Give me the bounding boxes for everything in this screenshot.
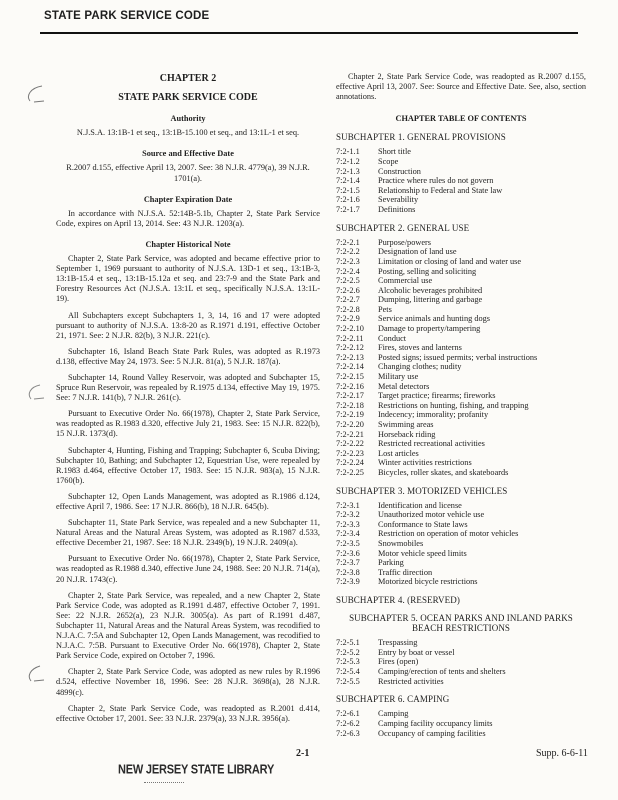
section-number: 7:2-1.2 [336, 157, 360, 167]
toc-entry [336, 276, 586, 286]
section-title: Camping/erection of tents and shelters [378, 667, 506, 677]
section-title: Changing clothes; nudity [378, 362, 462, 372]
toc-entry [336, 353, 586, 363]
section-number: 7:2-3.4 [336, 529, 360, 539]
section-title: Restricted recreational activities [378, 439, 485, 449]
section-number: 7:2-2.12 [336, 343, 364, 353]
subchapter-heading: SUBCHAPTER 6. CAMPING [336, 694, 450, 705]
toc-entry [336, 314, 586, 324]
toc-entry [336, 167, 586, 177]
section-number: 7:2-1.4 [336, 176, 360, 186]
section-number: 7:2-2.7 [336, 295, 360, 305]
history-paragraph: Subchapter 12, Open Lands Management, was adopted as R.1986 d.124, effective April 7, 1986. See: 17 N.J.R. 866(b), 18 N.J.R. 645(b). [56, 491, 320, 511]
toc-entry [336, 529, 586, 539]
section-number: 7:2-2.5 [336, 276, 360, 286]
toc-entry [336, 719, 586, 729]
section-title: Entry by boat or vessel [378, 647, 455, 657]
toc-entry [336, 334, 586, 344]
toc-entry [336, 709, 586, 719]
section-title: Camping [378, 709, 409, 719]
section-number: 7:2-3.5 [336, 539, 360, 549]
section-title: Metal detectors [378, 381, 430, 391]
section-number: 7:2-2.13 [336, 352, 364, 362]
section-title: Restrictions on hunting, fishing, and trapping [378, 400, 529, 410]
section-number: 7:2-2.19 [336, 410, 364, 420]
toc-entry [336, 286, 586, 296]
section-title: Damage to property/tampering [378, 324, 481, 334]
supplement-date: Supp. 6-6-11 [536, 748, 588, 759]
authority-text: N.J.S.A. 13:1B-1 et seq., 13:1B-15.100 et seq., and 13:1L-1 et seq. [76, 128, 300, 138]
header-rule [40, 32, 578, 34]
section-title: Parking [378, 558, 404, 568]
history-paragraph: Chapter 2, State Park Service, was repealed, and a new Chapter 2, State Park Service Code, was adopted as R.1991 d.487, effective October 7, 1991. See: 22 N.J.R. 2652(a), 23 N.J.R. 3005(a). As part of R.1991 d.487, Subchapter 11, Natural Areas and the Natural Areas System, was recodified to N.J.A.C. 7:5A and Subchapter 12, Open Lands Management, was recodified to N.J.A.C. 7:5B. Pursuant to Executive Order No. 66(1978), Chapter 2, State Park Service Code, expired on October 7, 1996. [56, 590, 320, 661]
history-continuation: Chapter 2, State Park Service Code, was readopted as R.2007 d.155, effective April 13, 2007. See: Source and Effective Date. See, also, section annotations. [336, 72, 586, 102]
history-paragraph: Subchapter 14, Round Valley Reservoir, was adopted and Subchapter 15, Spruce Run Reservoir, was repealed by R.1975 d.134, effective May 19, 1975. See: 7 N.J.R. 141(b), 7 N.J.R. 261(c). [56, 372, 320, 403]
punch-hole-mark-icon [22, 382, 48, 402]
section-title: Dumping, littering and garbage [378, 295, 483, 305]
section-title: Winter activities restrictions [378, 458, 472, 468]
toc-entry [336, 382, 586, 392]
section-number: 7:2-2.11 [336, 333, 364, 343]
section-title: Motor vehicle speed limits [378, 548, 467, 558]
section-number: 7:2-2.3 [336, 256, 360, 266]
running-head: STATE PARK SERVICE CODE [44, 10, 210, 22]
toc-heading: CHAPTER TABLE OF CONTENTS [395, 114, 527, 124]
toc-entry [336, 305, 586, 315]
subchapter-heading: SUBCHAPTER 4. (RESERVED) [336, 595, 460, 605]
history-paragraph: All Subchapters except Subchapters 1, 3, 14, 16 and 17 were adopted pursuant to authority of N.J.S.A. 13:8-20 as R.1971 d.191, effective October 21, 1971. See: 2 N.J.R. 82(b), 3 N.J.R. 221(c). [56, 310, 320, 340]
section-title: Occupancy of camping facilities [378, 728, 486, 738]
toc-entry [336, 157, 586, 167]
section-title: Commercial use [378, 276, 433, 286]
expiration-heading: Chapter Expiration Date [143, 194, 233, 204]
toc-entry [336, 420, 586, 430]
toc-entry [336, 657, 586, 667]
subchapter-heading: SUBCHAPTER 3. MOTORIZED VEHICLES [336, 485, 508, 496]
section-number: 7:2-5.5 [336, 676, 360, 686]
stamp-underline [144, 782, 184, 783]
section-number: 7:2-2.16 [336, 381, 364, 391]
toc-entry [336, 267, 586, 277]
section-number: 7:2-2.2 [336, 247, 360, 257]
source-heading: Source and Effective Date [142, 149, 234, 159]
history-paragraph: Subchapter 16, Island Beach State Park Rules, was adopted as R.1973 d.138, effective May 24, 1973. See: 5 N.J.R. 81(a), 5 N.J.R. 187(a). [56, 346, 320, 366]
right-column [336, 72, 586, 738]
chapter-title: STATE PARK SERVICE CODE [118, 92, 258, 104]
toc-entry [336, 568, 586, 578]
toc-entry [336, 539, 586, 549]
section-number: 7:2-5.1 [336, 638, 360, 648]
section-title: Practice where rules do not govern [378, 176, 494, 186]
section-title: Trespassing [378, 638, 418, 648]
toc-entry [336, 324, 586, 334]
table-of-contents [336, 132, 586, 738]
section-number: 7:2-6.1 [336, 709, 360, 719]
source-text: R.2007 d.155, effective April 13, 2007. See: 38 N.J.R. 4779(a), 39 N.J.R. 1701(a). [66, 163, 310, 183]
toc-entry [336, 468, 586, 478]
toc-entry [336, 439, 586, 449]
history-paragraph: Chapter 2, State Park Service Code, was adopted as new rules by R.1996 d.524, effective November 18, 1996. See: 28 N.J.R. 3698(a), 28 N.J.R. 4899(c). [56, 667, 320, 697]
punch-hole-mark-icon [22, 664, 48, 684]
section-number: 7:2-2.17 [336, 391, 364, 401]
section-number: 7:2-2.18 [336, 400, 364, 410]
section-title: Bicycles, roller skates, and skateboards [378, 467, 509, 477]
history-heading: Chapter Historical Note [145, 239, 231, 249]
section-number: 7:2-5.2 [336, 647, 360, 657]
section-title: Indecency; immorality; profanity [378, 410, 489, 420]
section-number: 7:2-2.23 [336, 448, 364, 458]
section-number: 7:2-2.20 [336, 420, 364, 429]
toc-entry [336, 401, 586, 411]
toc-entry [336, 729, 586, 739]
section-number: 7:2-2.22 [336, 439, 364, 449]
toc-entry [336, 449, 586, 459]
section-number: 7:2-2.14 [336, 362, 364, 372]
toc-entry [336, 247, 586, 257]
section-title: Definitions [378, 205, 416, 215]
toc-entry [336, 186, 586, 196]
toc-entry [336, 295, 586, 305]
section-title: Identification and license [378, 500, 462, 510]
history-paragraph: Pursuant to Executive Order No. 66(1978), Chapter 2, State Park Service, was readopted as R.1983 d.320, effective July 21, 1983. See: 15 N.J.R. 822(b), 15 N.J.R. 1373(d). [56, 409, 320, 439]
section-title: Purpose/powers [378, 237, 432, 247]
toc-entry [336, 648, 586, 658]
chapter-number: CHAPTER 2 [159, 73, 217, 84]
section-title: Service animals and hunting dogs [378, 314, 490, 324]
subchapter-heading: SUBCHAPTER 1. GENERAL PROVISIONS [336, 132, 506, 143]
section-title: Designation of land use [378, 247, 457, 257]
section-number: 7:2-2.9 [336, 314, 360, 324]
section-number: 7:2-2.8 [336, 304, 360, 314]
section-number: 7:2-2.21 [336, 429, 364, 439]
section-number: 7:2-3.8 [336, 567, 360, 577]
toc-entry [336, 577, 586, 587]
section-number: 7:2-5.3 [336, 657, 360, 667]
section-title: Fires (open) [378, 657, 419, 667]
section-number: 7:2-2.15 [336, 372, 364, 382]
section-title: Camping facility occupancy limits [378, 718, 493, 728]
history-paragraph: Subchapter 11, State Park Service, was repealed and a new Subchapter 11, Natural Areas and the Natural Areas System, was adopted as R.1987 d.533, effective December 21, 1987. See: 18 N.J.R. 2349(b), 19 N.J.R. 2409(a). [56, 518, 320, 548]
section-number: 7:2-6.3 [336, 728, 360, 738]
toc-entry [336, 520, 586, 530]
section-number: 7:2-1.5 [336, 185, 360, 195]
section-title: Swimming areas [378, 420, 434, 429]
toc-entry [336, 549, 586, 559]
toc-entry [336, 558, 586, 568]
toc-entry [336, 176, 586, 186]
section-title: Posted signs; issued permits; verbal instructions [378, 352, 538, 362]
section-title: Fires, stoves and lanterns [378, 343, 462, 353]
section-title: Scope [378, 157, 399, 167]
section-number: 7:2-2.10 [336, 324, 364, 334]
section-number: 7:2-2.4 [336, 266, 360, 276]
toc-entry [336, 638, 586, 648]
section-title: Lost articles [378, 448, 419, 458]
left-column [56, 72, 320, 730]
section-number: 7:2-2.24 [336, 458, 364, 468]
section-title: Relationship to Federal and State law [378, 185, 503, 195]
library-stamp: NEW JERSEY STATE LIBRARY [118, 763, 275, 777]
section-title: Target practice; firearms; fireworks [378, 391, 496, 401]
toc-entry [336, 205, 586, 215]
section-number: 7:2-1.6 [336, 195, 360, 205]
section-number: 7:2-3.7 [336, 558, 360, 568]
section-number: 7:2-3.2 [336, 510, 360, 520]
section-title: Conformance to State laws [378, 519, 468, 529]
history-paragraph: Subchapter 4, Hunting, Fishing and Trapping; Subchapter 6, Scuba Diving; Subchapter 10, Bathing; and Subchapter 12, Equestrian Use, were repealed by R.1983 d.464, effective October 17, 1983. See: 15 N.J.R. 983(a), 15 N.J.R. 1760(b). [56, 445, 320, 485]
expiration-text: In accordance with N.J.S.A. 52:14B-5.1b, Chapter 2, State Park Service Code, expires on April 13, 2014. See: 43 N.J.R. 1203(a). [56, 208, 320, 228]
section-title: Unauthorized motor vehicle use [378, 510, 485, 520]
section-number: 7:2-2.6 [336, 285, 360, 295]
section-title: Restriction on operation of motor vehicles [378, 529, 519, 539]
toc-entry [336, 257, 586, 267]
section-number: 7:2-3.6 [336, 548, 360, 558]
toc-entry [336, 430, 586, 440]
section-title: Posting, selling and soliciting [378, 266, 477, 276]
toc-entry [336, 501, 586, 511]
toc-entry [336, 238, 586, 248]
toc-entry [336, 458, 586, 468]
section-title: Military use [378, 372, 419, 382]
history-paragraph: Chapter 2, State Park Service, was adopted and became effective prior to September 1, 1969 pursuant to authority of N.J.S.A. 13D-1 et seq., 13:1B-3, 13:1B-15.4 et seq., 13:1B-15.12a et seq. and 23:7-9 and the State Park and Forestry Resources Act (N.J.S.A. 13:1L et seq., specifically N.J.S.A. 13:1L-19). [56, 254, 320, 304]
section-title: Restricted activities [378, 676, 444, 686]
page-number: 2-1 [296, 748, 310, 759]
section-number: 7:2-2.1 [336, 237, 360, 247]
section-title: Alcoholic beverages prohibited [378, 285, 483, 295]
toc-entry [336, 362, 586, 372]
section-number: 7:2-3.9 [336, 577, 360, 587]
section-number: 7:2-3.3 [336, 519, 360, 529]
section-number: 7:2-2.25 [336, 467, 364, 477]
toc-entry [336, 410, 586, 420]
section-title: Pets [378, 304, 392, 314]
toc-entry [336, 343, 586, 353]
toc-entry [336, 667, 586, 677]
section-number: 7:2-1.3 [336, 166, 360, 176]
section-number: 7:2-3.1 [336, 500, 360, 510]
toc-entry [336, 510, 586, 520]
toc-entry [336, 147, 586, 157]
punch-hole-mark-icon [22, 84, 48, 104]
section-title: Snowmobiles [378, 539, 424, 549]
toc-entry [336, 195, 586, 205]
section-title: Severability [378, 195, 419, 205]
section-title: Limitation or closing of land and water use [378, 256, 522, 266]
toc-entry [336, 677, 586, 687]
section-title: Traffic direction [378, 567, 433, 577]
toc-entry [336, 372, 586, 382]
toc-entry [336, 391, 586, 401]
section-title: Horseback riding [378, 429, 436, 439]
section-title: Short title [378, 147, 411, 157]
subchapter-heading: SUBCHAPTER 5. OCEAN PARKS AND INLAND PARKS BEACH RESTRICTIONS [349, 613, 573, 634]
subchapter-heading: SUBCHAPTER 2. GENERAL USE [336, 222, 470, 233]
section-number: 7:2-5.4 [336, 667, 360, 677]
section-title: Motorized bicycle restrictions [378, 577, 478, 587]
history-paragraph: Pursuant to Executive Order No. 66(1978), Chapter 2, State Park Service, was readopted as R.1988 d.340, effective June 24, 1988. See: 20 N.J.R. 714(a), 20 N.J.R. 1743(c). [56, 554, 320, 584]
history-paragraph: Chapter 2, State Park Service Code, was readopted as R.2001 d.414, effective October 17, 2001. See: 33 N.J.R. 2379(a), 33 N.J.R. 3956(a). [56, 703, 320, 723]
authority-heading: Authority [170, 114, 206, 124]
section-number: 7:2-6.2 [336, 718, 360, 728]
section-title: Conduct [378, 333, 407, 343]
section-number: 7:2-1.1 [336, 147, 360, 157]
section-number: 7:2-1.7 [336, 205, 360, 215]
section-title: Construction [378, 166, 421, 176]
